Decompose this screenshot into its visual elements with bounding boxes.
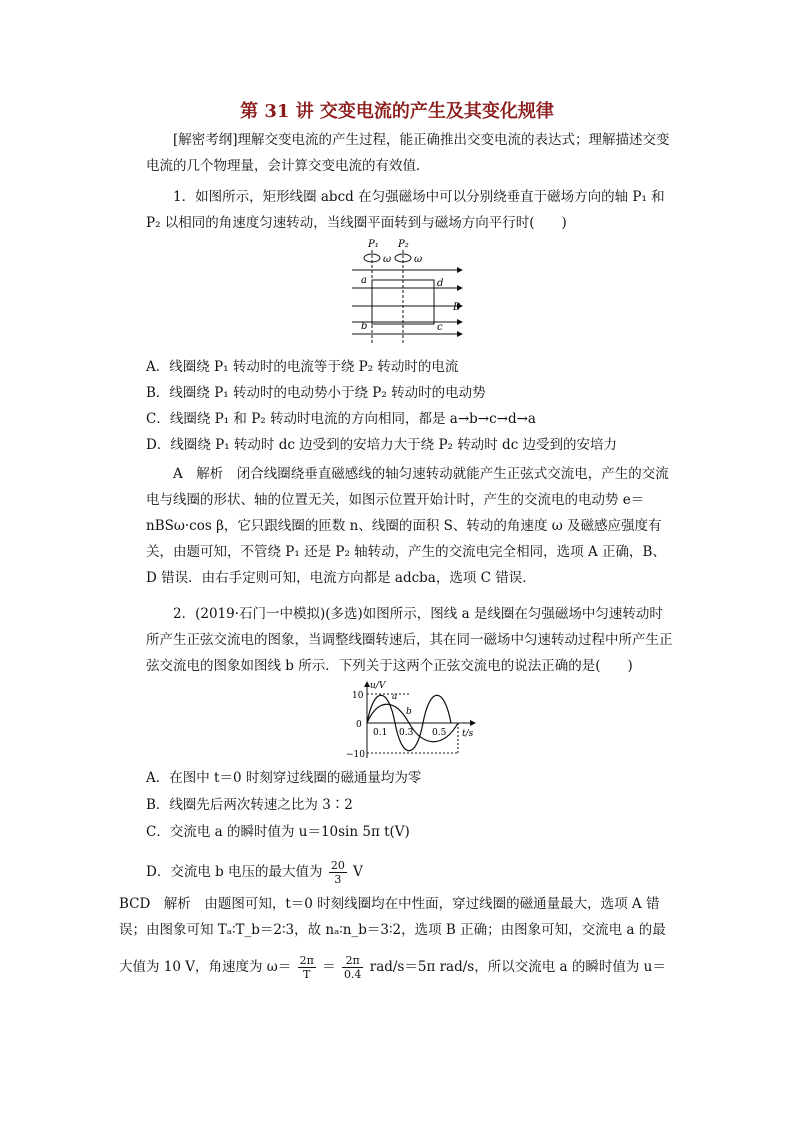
q2-option-d-text: D．交流电 b 电压的最大值为 bbox=[146, 864, 323, 880]
q1-option-c: C．线圈绕 P₁ 和 P₂ 转动时电流的方向相同，都是 a→b→c→d→a bbox=[146, 411, 536, 427]
analysis-2-end: rad/s＝5π rad/s，所以交流电 a 的瞬时值为 u＝ bbox=[369, 959, 666, 975]
q2-analysis-2 bbox=[119, 950, 676, 984]
q2-stem: 2．(2019·石门一中模拟)(多选)如图所示，图线 a 是线圈在匀强磁场中匀速转动时所产生正弦交流电的图象，当调整线圈转速后，其在同一磁场中匀速转动过程中所产生正弦交流电的图象如图线 b 所示．下列关于这两个正弦交流电的说法正确的是( ) bbox=[146, 606, 673, 674]
p2-label: P₂ bbox=[398, 239, 409, 250]
corner-a-label: a bbox=[361, 275, 367, 286]
y-axis-label: u/V bbox=[370, 681, 386, 691]
q1-analysis: A 解析 闭合线圈绕垂直磁感线的轴匀速转动就能产生正弦式交流电，产生的交流电与线圈的形状、轴的位置无关，如图示位置开始计时，产生的交流电的电动势 e＝nBSω·cos β，它只跟线圈的匝数 n、线圈的面积 S、转动的角速度 ω 及磁感应强度有关，由题可知，不管绕 P₁ 还是 P₂ 轴转动，产生的交流电完全相同，选项 A 正确，B、D 错误．由右手定则可知，电流方向都是 adcba，选项 C 错误． bbox=[146, 466, 669, 586]
q2-analysis-1: BCD 解析 由题图可知，t＝0 时刻线圈均在中性面，穿过线圈的磁通量最大，选项 A 错误；由图象可知 Tₐ∶T_b＝2∶3，故 nₐ∶n_b＝3∶2，选项 B 正确；由图象可知，交流电 a 的最 bbox=[119, 896, 666, 938]
q1-stem: 1．如图所示，矩形线圈 abcd 在匀强磁场中可以分别绕垂直于磁场方向的轴 P₁ 和 P₂ 以相同的角速度匀速转动，当线圈平面转到与磁场方向平行时( ) bbox=[146, 189, 665, 231]
corner-b-label: b bbox=[361, 321, 368, 332]
x-tick-0-3: 0.3 bbox=[399, 728, 414, 738]
x-axis-label: t/s bbox=[462, 729, 474, 739]
omega-fraction-2-den: 0.4 bbox=[343, 968, 362, 981]
q2-option-b: B．线圈先后两次转速之比为 3∶2 bbox=[146, 797, 353, 813]
q2-option-d bbox=[146, 857, 676, 887]
y-tick-0: 0 bbox=[356, 720, 362, 730]
corner-c-label: c bbox=[437, 322, 443, 333]
field-b-label: B bbox=[453, 302, 461, 313]
q1-option-d: D．线圈绕 P₁ 转动时 dc 边受到的安培力大于绕 P₂ 转动时 dc 边受到的安培力 bbox=[146, 437, 618, 453]
q1-coil-figure bbox=[350, 236, 470, 348]
q2-option-c: C．交流电 a 的瞬时值为 u＝10sin 5π t(V) bbox=[146, 824, 410, 840]
omega-fraction-2 bbox=[342, 954, 364, 981]
q1-option-a: A．线圈绕 P₁ 转动时的电流等于绕 P₂ 转动时的电流 bbox=[146, 359, 459, 375]
x-tick-0-1: 0.1 bbox=[373, 728, 388, 738]
analysis-2-start: 大值为 10 V，角速度为 ω＝ bbox=[119, 959, 292, 975]
y-tick-minus-10: −10 bbox=[346, 750, 365, 760]
omega-fraction-2-num: 2π bbox=[342, 954, 364, 968]
twenty-thirds-fraction bbox=[329, 859, 347, 886]
omega1-label: ω bbox=[383, 254, 392, 265]
intro-paragraph: [解密考纲]理解交变电流的产生过程，能正确推出交变电流的表达式；理解描述交变电流的几个物理量，会计算交变电流的有效值． bbox=[146, 132, 670, 174]
curve-a-label: a bbox=[392, 692, 398, 702]
fraction-numerator: 20 bbox=[330, 859, 345, 872]
omega-fraction-1-num: 2π bbox=[299, 954, 314, 967]
fraction-denominator: 3 bbox=[334, 873, 342, 886]
omega-fraction-1-den: T bbox=[303, 968, 311, 981]
y-tick-10: 10 bbox=[352, 691, 364, 701]
corner-d-label: d bbox=[437, 278, 444, 289]
q2-option-d-unit: V bbox=[353, 864, 363, 880]
q2-option-a: A．在图中 t＝0 时刻穿过线圈的磁通量均为零 bbox=[146, 770, 422, 786]
q1-option-b: B．线圈绕 P₁ 转动时的电动势小于绕 P₂ 转动时的电动势 bbox=[146, 385, 486, 401]
page-title: 第 31 讲 交变电流的产生及其变化规律 bbox=[240, 101, 554, 122]
curve-b-label: b bbox=[406, 707, 412, 717]
omega2-label: ω bbox=[414, 254, 423, 265]
q2-waveform-figure bbox=[340, 678, 480, 762]
analysis-2-equals: ＝ bbox=[322, 959, 336, 975]
omega-fraction-1 bbox=[298, 954, 316, 981]
x-tick-0-5: 0.5 bbox=[432, 728, 447, 738]
p1-label: P₁ bbox=[368, 239, 379, 250]
